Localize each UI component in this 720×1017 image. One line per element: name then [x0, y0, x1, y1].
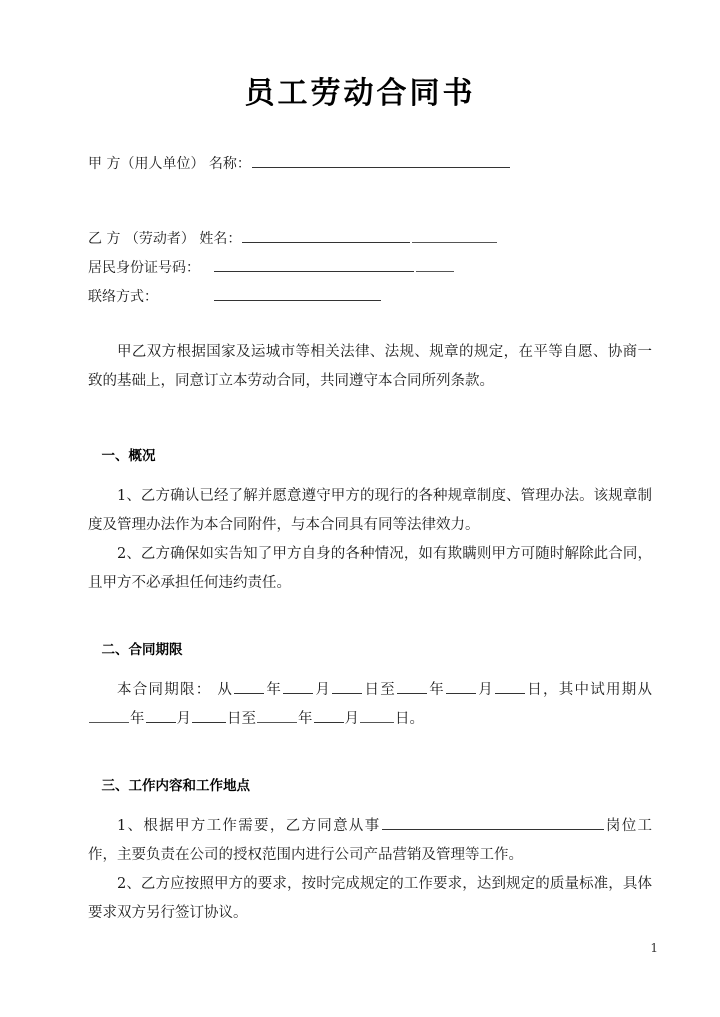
party-b-name-label: 乙 方 （劳动者） 姓名：: [88, 231, 242, 247]
spacer: [88, 664, 652, 676]
probation-unit-month-2: 月: [344, 711, 359, 727]
probation-start-month-blank[interactable]: [146, 708, 176, 723]
term-end-day-blank[interactable]: [495, 679, 525, 694]
term-unit-year-1: 年: [265, 682, 283, 698]
party-b-id-blank-1[interactable]: [214, 257, 414, 272]
party-b-name-row: [88, 225, 652, 254]
term-end-year-blank[interactable]: [397, 679, 427, 694]
section-heading-work-content: 三、工作内容和工作地点: [101, 778, 250, 794]
party-b-contact-label: 联络方式：: [88, 289, 158, 305]
probation-start-year-blank[interactable]: [89, 708, 129, 723]
party-b-name-blank-1[interactable]: [242, 228, 410, 243]
section-3-item-2: 2、乙方应按照甲方的要求，按时完成规定的工作要求，达到规定的质量标准，具体要求双方另行签订协议。: [88, 876, 652, 921]
term-start-month-blank[interactable]: [283, 679, 313, 694]
contract-term-paragraph: [88, 676, 652, 734]
work-position-suffix: 岗位工作，主要负责在公司的授权范围内进行公司产品营销及管理等工作。: [88, 818, 653, 863]
term-unit-month-1: 月: [314, 682, 332, 698]
section-1-item-2: 2、乙方确保如实告知了甲方自身的各种情况，如有欺瞒则甲方可随时解除此合同，且甲方不必承担任何违约责任。: [88, 546, 652, 591]
term-connector-1: 至: [380, 682, 396, 698]
term-start-year-blank[interactable]: [234, 679, 264, 694]
probation-unit-month-1: 月: [176, 711, 191, 727]
term-unit-day-1: 日: [363, 682, 381, 698]
page-title: 员工劳动合同书: [244, 76, 476, 111]
section-1-item-1: 1、乙方确认已经了解并愿意遵守甲方的现行的各种规章制度、管理办法。该规章制度及管理办法作为本合同附件，与本合同具有同等法律效力。: [88, 488, 652, 533]
party-b-contact-row: [88, 283, 652, 312]
party-b-id-row: [88, 254, 652, 283]
document-body: [88, 150, 652, 928]
term-unit-year-2: 年: [427, 682, 445, 698]
term-start-day-blank[interactable]: [332, 679, 362, 694]
spacer: [88, 800, 652, 812]
preamble-paragraph: 甲乙双方根据国家及运城市等相关法律、法规、规章的规定，在平等自愿、协商一致的基础上，同意订立本劳动合同，共同遵守本合同所列条款。: [88, 344, 652, 389]
probation-unit-day-1: 日: [227, 711, 242, 727]
party-a-label: 甲 方（用人单位） 名称：: [88, 156, 251, 172]
section-heading-overview: 一、概况: [101, 448, 156, 464]
spacer: [88, 470, 652, 482]
term-period: 。: [409, 711, 424, 727]
probation-start-day-blank[interactable]: [192, 708, 226, 723]
term-prefix-label: 本合同期限： 从: [117, 682, 234, 698]
spacer: [88, 734, 652, 772]
spacer: [88, 179, 652, 225]
page-number: 1: [650, 941, 658, 955]
probation-end-year-blank[interactable]: [257, 708, 297, 723]
work-position-blank[interactable]: [382, 815, 604, 830]
party-b-name-blank-2[interactable]: [412, 228, 497, 243]
term-unit-month-2: 月: [476, 682, 494, 698]
probation-unit-day-2: 日: [395, 711, 410, 727]
probation-end-month-blank[interactable]: [314, 708, 344, 723]
probation-end-day-blank[interactable]: [360, 708, 394, 723]
spacer: [88, 598, 652, 636]
probation-connector: 至: [241, 711, 256, 727]
work-position-prefix: 1、根据甲方工作需要，乙方同意从事: [117, 818, 381, 834]
party-b-id-label: 居民身份证号码：: [88, 260, 200, 276]
term-end-month-blank[interactable]: [446, 679, 476, 694]
probation-unit-year-2: 年: [298, 711, 313, 727]
probation-prefix-label: 其中试用期从: [558, 682, 653, 698]
section-heading-term: 二、合同期限: [101, 642, 183, 658]
party-b-id-blank-2[interactable]: [416, 257, 454, 272]
section-3-item-1: [88, 812, 652, 870]
probation-unit-year-1: 年: [130, 711, 145, 727]
term-comma: ，: [543, 682, 559, 698]
party-a-row: [88, 150, 652, 179]
spacer: [88, 312, 652, 338]
party-a-name-blank[interactable]: [252, 153, 510, 168]
spacer: [88, 396, 652, 442]
party-b-contact-blank[interactable]: [214, 286, 381, 301]
term-unit-day-2: 日: [526, 682, 544, 698]
